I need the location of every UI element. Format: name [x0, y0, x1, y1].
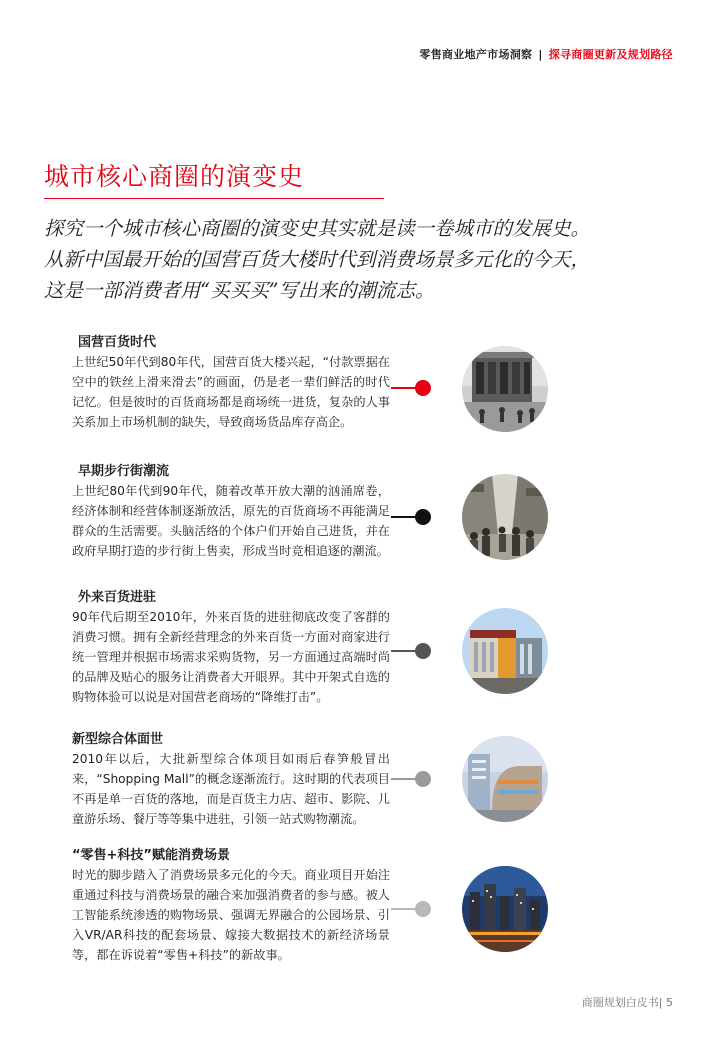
timeline-body: 上世纪80年代到90年代，随着改革开放大潮的汹涌席卷，经济体制和经营体制逐渐放活，原先的百货商场不再能满足群众的生活需要。头脑活络的个体户们开始自己进货，并在政府早期打造的步行街上售卖，形成当时竞相追逐的潮流。 [72, 484, 390, 558]
timeline-title: “零售+科技”赋能消费场景 [72, 848, 230, 863]
night-city-photo [462, 866, 548, 952]
timeline-item-pedestrian-street [72, 460, 390, 561]
timeline-body: 上世纪50年代到80年代，国营百货大楼兴起，“付款票据在空中的铁丝上滑来滑去”的画面，仍是老一辈们鲜活的时代记忆。但是彼时的百货商场都是商场统一进货，复杂的人事关系加上市场机制的缺失，导致商场货品库存高企。 [72, 355, 390, 429]
timeline-title: 早期步行街潮流 [78, 464, 170, 479]
page-header [419, 46, 673, 62]
page-title: 城市核心商圈的演变史 [44, 162, 305, 191]
intro-line: 这是一部消费者用“买买买”写出来的潮流志。 [44, 279, 435, 302]
page-number: 5 [666, 996, 673, 1009]
timeline-dot [415, 509, 431, 525]
pedestrian-street-photo [462, 474, 548, 560]
report-title: 零售商业地产市场洞察 [419, 48, 533, 61]
section-title: 探寻商圈更新及规划路径 [548, 48, 673, 61]
timeline-item-foreign-store [72, 586, 390, 707]
footer-label: 商圈规划白皮书 [581, 996, 659, 1009]
timeline-title: 国营百货时代 [78, 335, 157, 350]
old-department-store-photo [462, 346, 548, 432]
timeline-body: 时光的脚步踏入了消费场景多元化的今天。商业项目开始注重通过科技与消费场景的融合来加强消费者的参与感。被人工智能系统渗透的购物场景、强调无界融合的公园场景、引入VR/AR科技的配套场景、嫁接大数据技术的新经济场景等，都在诉说着“零售+科技”的新故事。 [72, 868, 390, 962]
title-underline [44, 198, 384, 199]
timeline-item-retail-tech [72, 844, 390, 965]
timeline-item-complex [72, 728, 390, 829]
timeline-body: 2010年以后，大批新型综合体项目如雨后春笋般冒出来，“Shopping Mall”的概念逐渐流行。这时期的代表项目不再是单一百货的落地，而是百货主力店、超市、影院、儿童游乐场、餐厅等等集中进驻，引领一站式购物潮流。 [72, 752, 390, 826]
intro-line: 从新中国最开始的国营百货大楼时代到消费场景多元化的今天， [44, 248, 591, 271]
page-footer: 商圈规划白皮书| 5 [581, 996, 673, 1009]
timeline-item-state-store [72, 331, 390, 432]
timeline-title: 外来百货进驻 [78, 590, 157, 605]
timeline-dot [415, 901, 431, 917]
timeline-dot [415, 380, 431, 396]
foreign-department-store-photo [462, 608, 548, 694]
timeline-dot [415, 771, 431, 787]
intro-paragraph [44, 213, 684, 306]
timeline-dot [415, 643, 431, 659]
intro-line: 探究一个城市核心商圈的演变史其实就是读一卷城市的发展史。 [44, 217, 591, 240]
shopping-mall-photo [462, 736, 548, 822]
header-separator: | [538, 48, 543, 61]
timeline-title: 新型综合体面世 [72, 732, 164, 747]
timeline-body: 90年代后期至2010年，外来百货的进驻彻底改变了客群的消费习惯。拥有全新经营理念的外来百货一方面对商家进行统一管理并根据市场需求采购货物，另一方面通过高端时尚的品牌及贴心的服务让消费者大开眼界。其中开架式自选的购物体验可以说是对国营老商场的“降维打击”。 [72, 610, 390, 704]
